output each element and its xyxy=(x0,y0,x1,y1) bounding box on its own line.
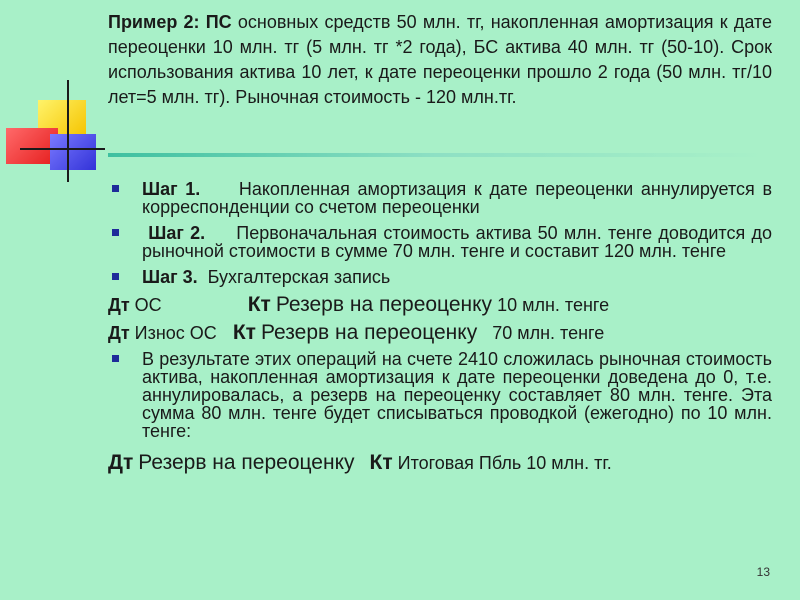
result-paragraph xyxy=(108,350,772,440)
final-dt-account: Резерв на переоценку xyxy=(138,451,355,474)
title-divider xyxy=(108,153,764,157)
step-3 xyxy=(108,268,772,286)
journal-entry-1 xyxy=(108,294,772,316)
final-dt: Дт xyxy=(108,451,134,474)
step-1-label: Шаг 1. xyxy=(142,179,201,199)
result-text: В результате этих операций на счете 2410 сложилась рыночная стоимость актива, накопленная амортизация к дате переоценки доведена до 0, т.е. аннулировалась, а резерв на переоценку составляет 80 млн. тенге. Эта сумма 80 млн. тенге будет списываться проводкой (ежегодно) по 10 млн. тенге: xyxy=(142,349,772,441)
journal-entry-2 xyxy=(108,322,772,344)
bullet-square-icon xyxy=(112,185,119,192)
entry-2-kt-account: Резерв на переоценку xyxy=(260,321,478,344)
entry-1-amount: 10 млн. тенге xyxy=(497,295,610,315)
step-1-text: Накопленная амортизация к дате переоценки аннулируется в корреспонденции со счетом переоценки xyxy=(142,179,772,217)
entry-1-kt: Кт xyxy=(247,293,271,316)
final-kt-account: Итоговая Пбль 10 млн. тг. xyxy=(397,453,612,473)
bullet-square-icon xyxy=(112,273,119,280)
entry-1-dt-account: ОС xyxy=(134,295,162,315)
step-3-text: Бухгалтерская запись xyxy=(207,267,391,287)
entry-2-amount: 70 млн. тенге xyxy=(492,323,605,343)
entry-1-dt: Дт xyxy=(108,295,130,315)
entry-1-kt-account: Резерв на переоценку xyxy=(275,293,493,316)
bullet-square-icon xyxy=(112,355,119,362)
page-number: 13 xyxy=(756,565,770,579)
decor-vertical-line xyxy=(67,80,69,182)
slide-title xyxy=(108,10,772,110)
journal-entry-final xyxy=(108,452,772,474)
step-2-text: Первоначальная стоимость актива 50 млн. тенге доводится до рыночной стоимости в сумме 70 млн. тенге и составит 120 млн. тенге xyxy=(142,223,772,261)
step-1 xyxy=(108,180,772,216)
bullet-square-icon xyxy=(112,229,119,236)
step-2-label: Шаг 2. xyxy=(148,223,206,243)
decor-horizontal-line xyxy=(20,148,105,150)
final-kt: Кт xyxy=(369,451,393,474)
entry-2-dt-account: Износ ОС xyxy=(134,323,217,343)
entry-2-dt: Дт xyxy=(108,323,130,343)
slide-body xyxy=(108,180,772,480)
title-text: основных средств 50 млн. тг, накопленная амортизация к дате переоценки 10 млн. тг (5 млн. тг *2 года), БС актива 40 млн. тг (50-10). Срок использования актива 10 лет, к дате переоценки прошло 2 года (50 млн. тг/10 лет=5 млн. тг). Рыночная стоимость - 120 млн.тг. xyxy=(108,12,772,107)
entry-2-kt: Кт xyxy=(232,321,256,344)
decor-blue-square xyxy=(50,134,96,170)
title-label: Пример 2: ПС xyxy=(108,12,232,32)
step-3-label: Шаг 3. xyxy=(142,267,198,287)
step-2 xyxy=(108,224,772,260)
